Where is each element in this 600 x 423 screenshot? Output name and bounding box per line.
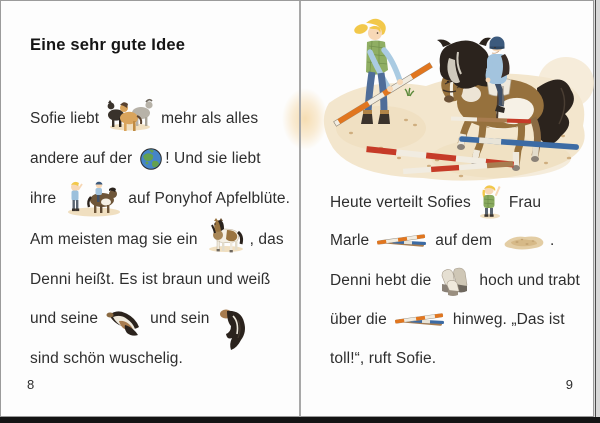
- story-line: [330, 338, 436, 380]
- text-segment: hoch und trabt: [479, 272, 580, 289]
- page-edge: [595, 0, 600, 417]
- crossed-poles-icon: [376, 232, 428, 250]
- hooves-icon: [438, 265, 472, 297]
- sand-arena-icon: [499, 231, 547, 251]
- text-segment: toll!“, ruft Sofie.: [330, 350, 437, 367]
- page-number-right: 9: [565, 377, 573, 392]
- text-segment: Marle: [330, 232, 370, 249]
- earth-icon: [139, 147, 163, 171]
- story-line: [30, 259, 270, 301]
- story-line: [30, 138, 261, 180]
- book-bottom-edge: [0, 417, 600, 423]
- ponies-group-icon: [106, 94, 154, 132]
- text-segment: , das: [249, 231, 284, 248]
- text-segment: hinweg. „Das ist: [452, 311, 565, 328]
- page-right: [301, 0, 595, 417]
- story-line: [330, 220, 554, 262]
- story-line: [330, 182, 541, 224]
- text-segment: über die: [330, 311, 387, 328]
- text-segment: mehr als alles: [161, 110, 259, 127]
- text-segment: Sofie liebt: [30, 110, 100, 127]
- text-segment: Denni heißt. Es ist braun und weiß: [30, 271, 271, 288]
- riding-instructor-icon: [478, 183, 502, 219]
- text-segment: andere auf der: [30, 150, 133, 167]
- text-segment: sind schön wuschelig.: [30, 350, 183, 367]
- woman-and-child-on-pony-icon: [63, 179, 121, 217]
- page-gutter-divider: [299, 1, 301, 417]
- pony-tail-icon: [217, 308, 249, 352]
- text-segment: und sein: [150, 310, 210, 327]
- pony-icon: [205, 217, 247, 253]
- story-line: [330, 260, 580, 302]
- story-line: [30, 219, 284, 261]
- page-number-left: 8: [27, 377, 35, 392]
- text-segment: auf Ponyhof Apfelblüte.: [128, 190, 290, 207]
- page-left: [0, 0, 299, 417]
- text-segment: .: [549, 232, 555, 249]
- story-line: [30, 298, 249, 340]
- text-segment: Denni hebt die: [330, 272, 432, 289]
- story-line: [330, 299, 565, 341]
- text-segment: Frau: [508, 194, 542, 211]
- pony-mane-icon: [105, 309, 143, 339]
- text-segment: ! Und sie liebt: [165, 150, 261, 167]
- text-segment: ihre: [30, 190, 57, 207]
- story-line: [30, 338, 183, 380]
- story-line: [30, 178, 290, 220]
- page-title: Eine sehr gute Idee: [30, 36, 186, 54]
- text-segment: Am meisten mag sie ein: [30, 231, 198, 248]
- text-segment: und seine: [30, 310, 99, 327]
- crossed-poles-icon: [394, 311, 446, 329]
- text-segment: auf dem: [435, 232, 492, 249]
- story-line: [30, 98, 258, 140]
- pony-training-illustration: [311, 8, 596, 190]
- text-segment: Heute verteilt Sofies: [330, 194, 471, 211]
